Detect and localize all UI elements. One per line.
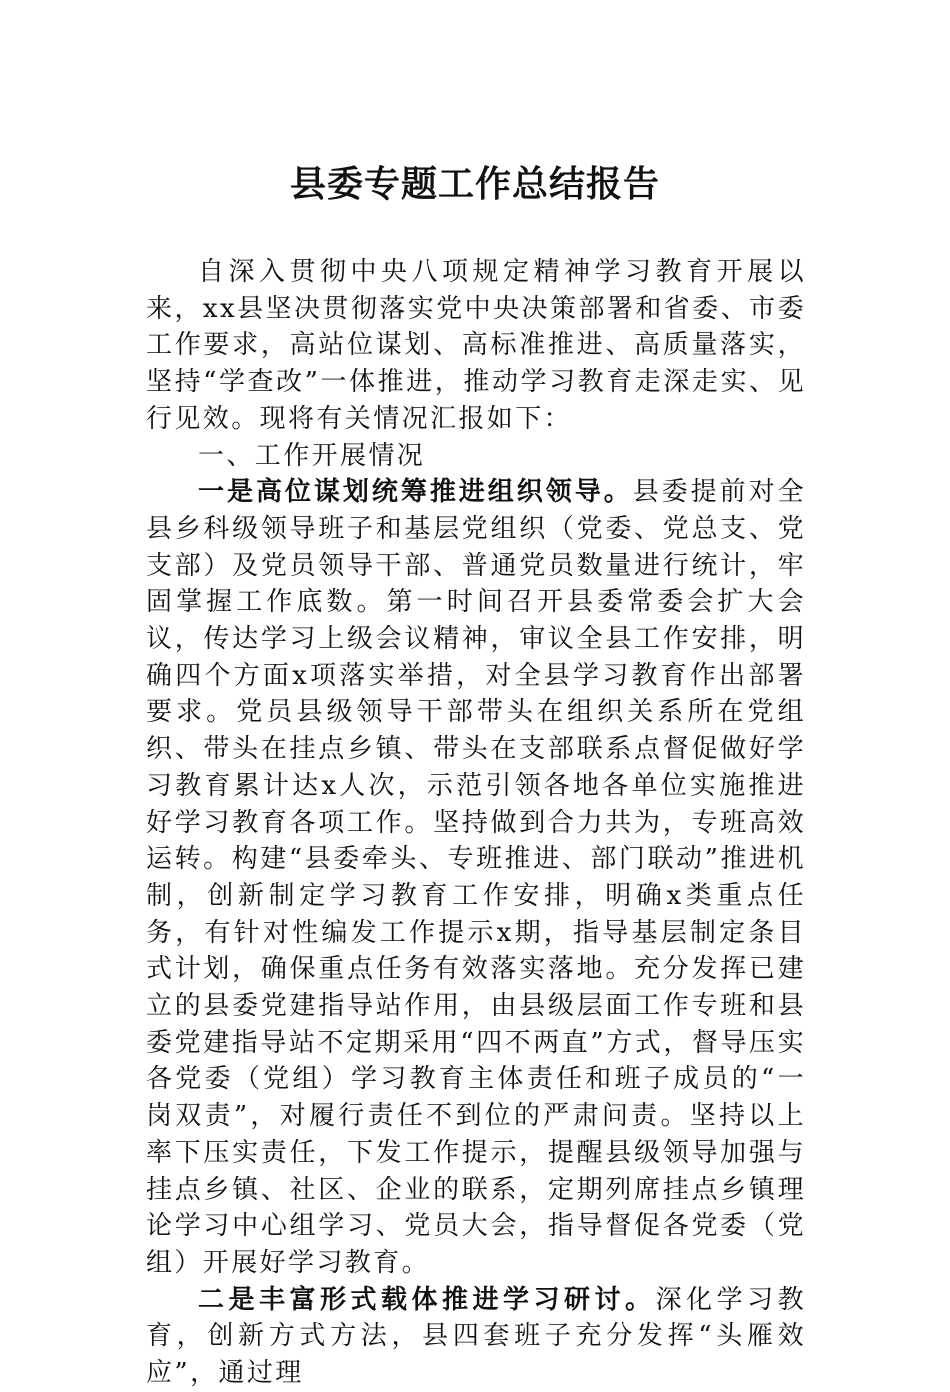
- paragraph-2: [146, 1282, 806, 1392]
- paragraph-1-text: 县委提前对全县乡科级领导班子和基层党组织（党委、党总支、党支部）及党员领导干部、普通党员数量进行统计，牢固掌握工作底数。第一时间召开县委常委会扩大会议，传达学习上级会议精神，审议全县工作安排，明确四个方面x项落实举措，对全县学习教育作出部署要求。党员县级领导干部带头在组织关系所在党组织、带头在挂点乡镇、带头在支部联系点督促做好学习教育累计达x人次，示范引领各地各单位实施推进好学习教育各项工作。坚持做到合力共为，专班高效运转。构建“县委牵头、专班推进、部门联动”推进机制，创新制定学习教育工作安排，明确x类重点任务，有针对性编发工作提示x期，指导基层制定条目式计划，确保重点任务有效落实落地。充分发挥已建立的县委党建指导站作用，由县级层面工作专班和县委党建指导站不定期采用“四不两直”方式，督导压实各党委（党组）学习教育主体责任和班子成员的“一岗双责”，对履行责任不到位的严肃问责。坚持以上率下压实责任，下发工作提示，提醒县级领导加强与挂点乡镇、社区、企业的联系，定期列席挂点乡镇理论学习中心组学习、党员大会，指导督促各党委（党组）开展好学习教育。: [146, 477, 806, 1278]
- section-heading: 一、工作开展情况: [198, 440, 426, 471]
- paragraph-1-lead: 一是高位谋划统筹推进组织领导。: [198, 477, 633, 508]
- paragraph-2-lead: 二是丰富形式载体推进学习研讨。: [198, 1284, 656, 1315]
- paragraph-1: [146, 474, 806, 1281]
- intro-paragraph: 自深入贯彻中央八项规定精神学习教育开展以来，xx县坚决贯彻落实党中央决策部署和省委、市委工作要求，高站位谋划、高标准推进、高质量落实，坚持“学查改”一体推进，推动学习教育走深走实、见行见效。现将有关情况汇报如下：: [146, 257, 806, 434]
- document-title: 县委专题工作总结报告: [289, 163, 660, 205]
- paragraph-2-text: 深化学习教育，创新方式方法，县四套班子充分发挥“头雁效应”，通过理: [146, 1284, 806, 1389]
- document-body: [146, 254, 806, 1392]
